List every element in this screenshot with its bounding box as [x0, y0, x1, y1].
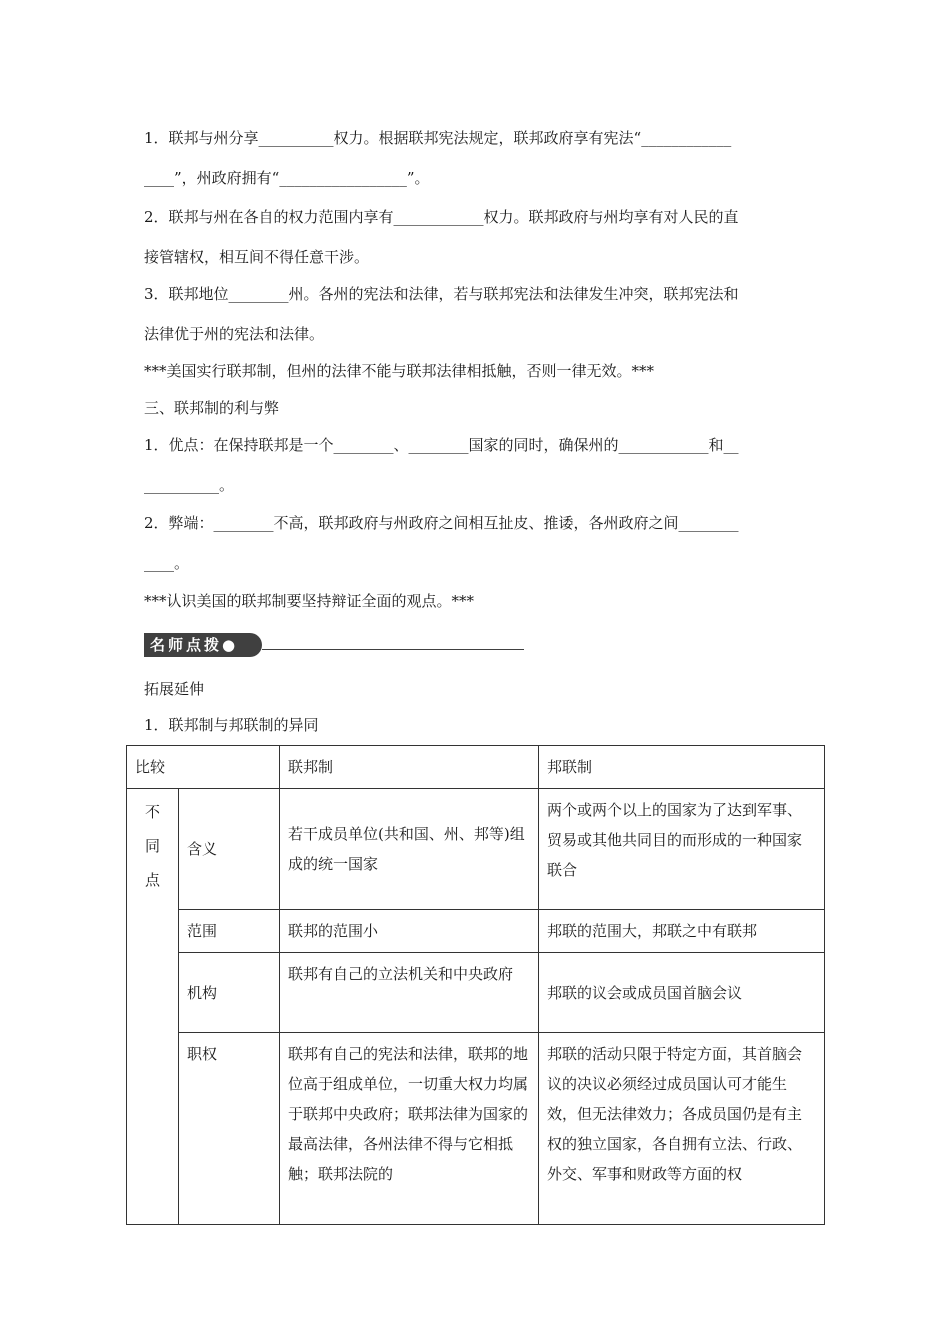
- confederation-cell: [539, 1033, 825, 1225]
- paragraph-line-8: __________。: [144, 476, 235, 494]
- table-title: 1．联邦制与邦联制的异同: [144, 716, 319, 734]
- confederation-cell: 两个或两个以上的国家为了达到军事、贸易或其他共同目的而形成的一种国家联合: [539, 789, 825, 910]
- comparison-table: [126, 745, 825, 1225]
- section-badge-rule: [262, 649, 524, 650]
- section-heading: 三、联邦制的利与弊: [144, 399, 280, 417]
- aspect-cell: 机构: [179, 953, 280, 1033]
- paragraph-line-2: ____”，州政府拥有“_________________”。: [144, 169, 430, 187]
- federation-cell: 联邦有自己的立法机关和中央政府: [280, 953, 539, 1033]
- header-compare: 比较: [127, 746, 280, 789]
- table-row: [127, 910, 825, 953]
- paragraph-line-7: 1．优点：在保持联邦是一个________、________国家的同时，确保州的____________和__: [144, 436, 739, 454]
- subheading: 拓展延伸: [144, 680, 205, 698]
- table-row: [127, 953, 825, 1033]
- paragraph-line-6: 法律优于州的宪法和法律。: [144, 325, 325, 343]
- table-row: [127, 1033, 825, 1225]
- paragraph-line-1: 1．联邦与州分享__________权力。根据联邦宪法规定，联邦政府享有宪法“____________: [144, 129, 732, 147]
- paragraph-line-10: ____。: [144, 554, 190, 572]
- header-confederation: 邦联制: [539, 746, 825, 789]
- aspect-cell: 范围: [179, 910, 280, 953]
- paragraph-line-4: 接管辖权，相互间不得任意干涉。: [144, 248, 370, 266]
- header-federation: 联邦制: [280, 746, 539, 789]
- table-header-row: [127, 746, 825, 789]
- paragraph-line-9: 2．弊端：________不高，联邦政府与州政府之间相互扯皮、推诿，各州政府之间________: [144, 514, 739, 532]
- section-badge: [144, 633, 524, 659]
- federation-cell: [280, 1033, 539, 1225]
- group-label-cell: [127, 789, 179, 1225]
- federation-cell: 若干成员单位(共和国、州、邦等)组成的统一国家: [280, 789, 539, 910]
- confederation-cell: 邦联的议会或成员国首脑会议: [539, 953, 825, 1033]
- note-line-2: ***认识美国的联邦制要坚持辩证全面的观点。***: [144, 592, 475, 610]
- confederation-cell: 邦联的范围大，邦联之中有联邦: [539, 910, 825, 953]
- group-label: 不同点: [145, 803, 161, 889]
- paragraph-line-3: 2．联邦与州在各自的权力范围内享有____________权力。联邦政府与州均享有对人民的直: [144, 208, 739, 226]
- federation-text: 联邦有自己的宪法和法律，联邦的地位高于组成单位，一切重大权力均属于联邦中央政府；联邦法律为国家的最高法律，各州法律不得与它相抵触；联邦法院的: [288, 1045, 529, 1183]
- table-row: [127, 789, 825, 910]
- aspect-cell: 含义: [179, 789, 280, 910]
- section-badge-label: 名师点拨●: [144, 633, 262, 657]
- note-line-1: ***美国实行联邦制，但州的法律不能与联邦法律相抵触，否则一律无效。***: [144, 362, 655, 380]
- federation-cell: 联邦的范围小: [280, 910, 539, 953]
- aspect-cell: 职权: [179, 1033, 280, 1225]
- confederation-text: 邦联的活动只限于特定方面，其首脑会议的决议必须经过成员国认可才能生效，但无法律效力；各成员国仍是有主权的独立国家，各自拥有立法、行政、外交、军事和财政等方面的权: [547, 1045, 803, 1183]
- paragraph-line-5: 3．联邦地位________州。各州的宪法和法律，若与联邦宪法和法律发生冲突，联邦宪法和: [144, 285, 739, 303]
